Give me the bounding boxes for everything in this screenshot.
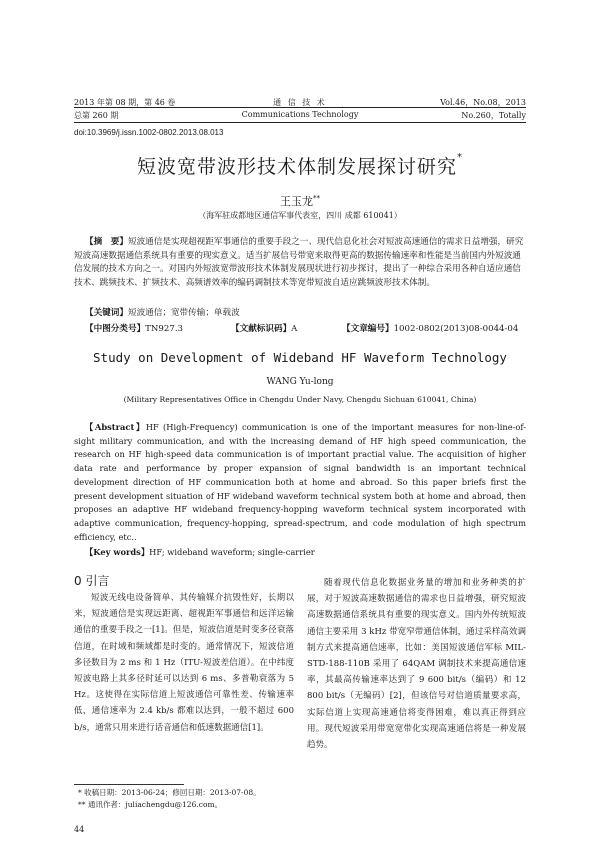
title-footnote-mark: * xyxy=(457,152,463,163)
page-number: 44 xyxy=(74,825,85,834)
author-cn xyxy=(0,193,600,209)
body-column-right xyxy=(307,575,526,753)
section-heading-introduction: 0 引言 xyxy=(74,574,110,588)
keywords-en xyxy=(85,546,315,558)
article-number-value: 1002-0802(2013)08-0044-04 xyxy=(393,324,519,334)
header-rule-bottom xyxy=(74,122,526,123)
document-code-label: 【文献标识码】 xyxy=(231,324,292,334)
abstract-en xyxy=(74,421,526,544)
doi[interactable]: doi:10.3969/j.issn.1002-0802.2013.08.013 xyxy=(74,128,224,137)
abstract-cn xyxy=(74,236,526,290)
author-en: WANG Yu-long xyxy=(266,377,334,387)
body-paragraph-left: 短波无线电设备简单、其传输媒介抗毁性好，长期以来，短波通信是实现远距离、超视距军事通信和远洋运输通信的重要手段之一[1]。但是，短波信道是时变多径衰落信道，在时域和频域都是时变的。通常情况下，短波信道多径数目为 2 ms 和 1 Hz（ITU-短波差信道）。在中纬度短波电路上其多径时延可以达到 6 ms、多普勒衰落为 5 Hz。这使得在实际信道上短波通信可靠性差、传输速率低，通信速率为 2.4 kb/s 都难以达到，一般不超过 600 b/s，通常只用来进行话音通信和低速数据通信[1]。 xyxy=(74,593,294,733)
keywords-en-label: 【Key words】 xyxy=(85,547,150,557)
clc-label: 【中图分类号】 xyxy=(85,324,146,334)
author-footnote-mark: ** xyxy=(313,194,320,203)
header-volume: Vol.46，No.08，2013 xyxy=(440,98,526,107)
header-issue: 2013 年第 08 期，第 46 卷 xyxy=(74,98,176,107)
body-paragraph-right: 随着现代信息化数据业务量的增加和业务种类的扩展，对于短波高速数据通信的需求也日益增强，研究短波高速数据通信系统具有重要的现实意义。国内外传统短波通信主要采用 3 kHz 带宽窄带通信体制，通过采样高效调制方式来提高通信速率，比如：美国短波通信军标 MIL-STD-188-110B 采用了 64QAM 调制技术来提高通信速率，其最高传输速率达到了 9 600 bit/s（编码）和 12 800 bit/s（无编码）[2]，但该信号对信道质量要求高，实际信道上实现高速通信将变得困难，难以真正得到应用。现代短波采用带宽宽带化实现高速通信将是一种发展趋势。 xyxy=(307,578,526,751)
header-journal-cn: 通 信 技 术 xyxy=(273,98,327,107)
footnote-rule xyxy=(74,784,184,785)
abstract-cn-label: 【摘 要】 xyxy=(85,237,128,247)
affiliation-en: (Military Representatives Office in Chengdu Under Navy, Chengdu Sichuan 610041, China) xyxy=(123,395,477,404)
document-code-value: A xyxy=(291,324,298,334)
abstract-en-label: 【Abstract】 xyxy=(85,422,146,432)
clc-number xyxy=(85,322,183,334)
clc-value: TN927.3 xyxy=(145,324,184,334)
keywords-cn-text: 短波通信；宽带传输；单载波 xyxy=(127,308,240,318)
abstract-en-text: HF (High-Frequency) communication is one of the important measures for non-line-of-sight military communication, and with the increasing demand of HF high speed communication, the research on HF high-speed data communication is of important practial value. The acquisition of higher data rate and performance by proper expansion of signal bandwidth is an important technical development direction of HF communication both at home and abroad. So this paper briefs first the present development situation of HF wideband waveform technical system both at home and abroad, then proposes an adaptive HF wideband frequency-hopping waveform technical system incorporated with adaptive communication, frequency-hopping, spread-spectrum, and code modulation of high spectrum efficiency, etc.. xyxy=(74,422,526,542)
document-code xyxy=(231,322,297,334)
article-number xyxy=(342,322,518,334)
article-title-cn-text: 短波宽带波形技术体制发展探讨研究 xyxy=(136,156,457,178)
header-total-number: No.260，Totally xyxy=(461,111,526,120)
keywords-cn-label: 【关键词】 xyxy=(85,308,128,318)
article-number-label: 【文章编号】 xyxy=(342,324,394,334)
header-total-issue: 总第 260 期 xyxy=(74,111,119,120)
footnote-email: ** 通讯作者：juliachengdu@126.com。 xyxy=(78,800,223,809)
author-cn-name: 王玉龙 xyxy=(280,195,313,208)
affiliation-cn: （海军驻成都地区通信军事代表室，四川 成都 610041） xyxy=(198,211,402,220)
footnote-received: * 收稿日期：2013-06-24；修回日期：2013-07-08。 xyxy=(78,788,261,797)
keywords-cn xyxy=(85,306,240,318)
keywords-en-text: HF; wideband waveform; single-carrier xyxy=(149,547,315,557)
abstract-cn-text: 短波通信是实现超视距军事通信的重要手段之一、现代信息化社会对短波高速通信的需求日益增强，研究短波高速数据通信系统具有重要的现实意义。适当扩展信号带宽来取得更高的数据传输速率和性能是当前国内外短波通信发展的技术方向之一。对国内外短波宽带波形技术体制发展现状进行初步探讨，提出了一种综合采用各种自适应通信技术、跳频技术、扩频技术、高频谱效率的编码调制技术等宽带短波自适应跳频波形技术体制。 xyxy=(74,237,524,288)
header-journal-en: Communications Technology xyxy=(241,110,359,119)
article-title-cn xyxy=(0,152,600,179)
article-title-en: Study on Development of Wideband HF Waveform Technology xyxy=(93,350,507,365)
body-column-left xyxy=(74,590,294,736)
header-rule xyxy=(74,107,526,108)
